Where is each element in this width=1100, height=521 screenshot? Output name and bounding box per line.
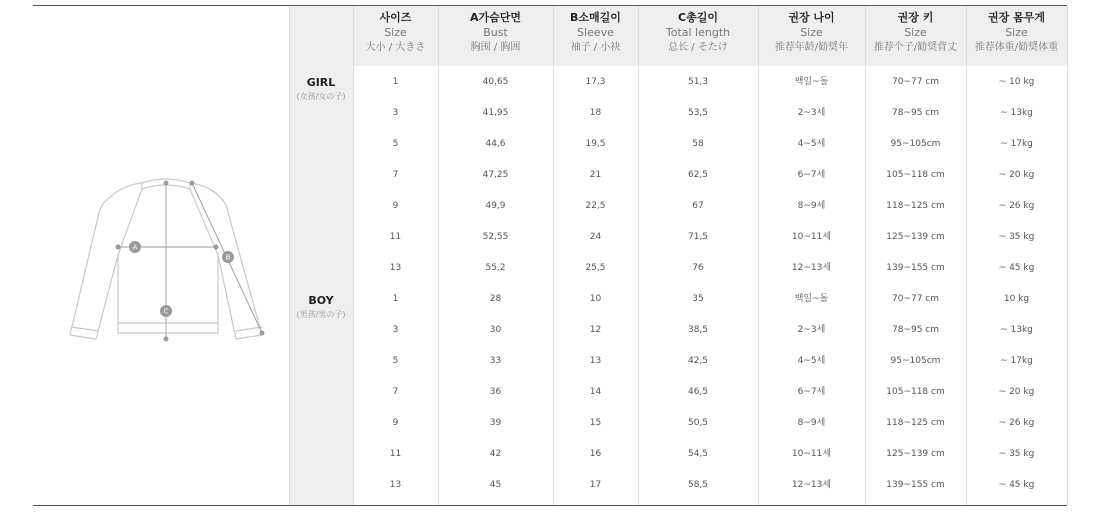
cell-sleeve: 24	[589, 232, 602, 242]
label-b: B	[225, 253, 231, 262]
header-bust: A가슴단면 Bust 胸围 / 胸囲	[469, 11, 522, 53]
cell-length: 53,5	[687, 108, 709, 118]
cell-sleeve: 17,3	[585, 77, 606, 87]
cell-age: 12~13세	[791, 480, 832, 490]
cell-bust: 45	[489, 480, 502, 490]
cell-height: 139~155 cm	[886, 480, 945, 490]
cell-length: 42,5	[687, 356, 709, 366]
cell-length: 35	[692, 294, 704, 304]
cell-bust: 52,55	[482, 232, 509, 242]
cell-age: 4~5세	[797, 139, 826, 149]
cell-height: 95~105cm	[890, 139, 941, 149]
cell-age: 10~11세	[791, 449, 832, 459]
cell-sleeve: 10	[589, 294, 602, 304]
cell-age: 8~9세	[797, 418, 826, 428]
cell-weight: ~ 26 kg	[998, 201, 1035, 211]
cell-size: 3	[392, 108, 399, 118]
cell-bust: 55,2	[485, 263, 506, 273]
cell-sleeve: 25,5	[585, 263, 606, 273]
label-a: A	[132, 243, 138, 252]
header-recommended-age: 권장 나이 Size 推荐年龄/勧奨年	[774, 11, 849, 53]
cell-weight: 10 kg	[1003, 294, 1030, 304]
cell-height: 78~95 cm	[891, 108, 940, 118]
cell-size: 9	[392, 201, 399, 211]
cell-height: 125~139 cm	[886, 232, 945, 242]
group-label-girl: GIRL (女孩/女の子)	[296, 76, 346, 101]
cell-sleeve: 22,5	[585, 201, 606, 211]
cell-length: 38,5	[687, 325, 709, 335]
cell-height: 70~77 cm	[891, 77, 940, 87]
cell-bust: 41,95	[482, 108, 509, 118]
cuff-right	[236, 327, 262, 331]
cell-height: 78~95 cm	[891, 325, 940, 335]
cell-bust: 39	[489, 418, 502, 428]
col-divider	[1067, 6, 1068, 505]
cell-weight: ~ 35 kg	[998, 449, 1035, 459]
header-recommended-weight: 권장 몸무게 Size 推荐体重/勧奨体重	[974, 11, 1059, 53]
cell-size: 5	[392, 139, 399, 149]
cell-size: 11	[389, 232, 402, 242]
cell-weight: ~ 45 kg	[998, 480, 1035, 490]
cell-bust: 44,6	[485, 139, 506, 149]
cell-height: 105~118 cm	[886, 170, 945, 180]
cuff-left	[72, 327, 98, 331]
cell-size: 13	[389, 263, 402, 273]
cell-height: 139~155 cm	[886, 263, 945, 273]
cell-size: 13	[389, 480, 402, 490]
cell-length: 71,5	[687, 232, 709, 242]
cell-length: 46,5	[687, 387, 709, 397]
cell-length: 51,3	[687, 77, 709, 87]
cell-sleeve: 14	[589, 387, 602, 397]
cell-sleeve: 15	[589, 418, 602, 428]
cell-length: 58	[692, 139, 704, 149]
cell-length: 58,5	[687, 480, 709, 490]
cell-weight: ~ 13kg	[1000, 108, 1033, 118]
bottom-rule	[33, 505, 1067, 506]
cell-height: 125~139 cm	[886, 449, 945, 459]
cell-bust: 40,65	[482, 77, 509, 87]
cell-height: 118~125 cm	[886, 201, 945, 211]
cell-height: 105~118 cm	[886, 387, 945, 397]
cell-age: 백일~돌	[794, 294, 829, 304]
cell-size: 3	[392, 325, 399, 335]
cell-age: 6~7세	[797, 387, 826, 397]
cell-age: 8~9세	[797, 201, 826, 211]
cell-size: 9	[392, 418, 399, 428]
cell-weight: ~ 20 kg	[998, 387, 1035, 397]
cell-bust: 47,25	[482, 170, 509, 180]
cell-bust: 36	[489, 387, 502, 397]
header-sleeve: B소매길이 Sleeve 袖子 / 小袂	[570, 11, 621, 53]
cell-bust: 28	[489, 294, 502, 304]
cell-age: 2~3세	[797, 108, 826, 118]
cell-length: 50,5	[687, 418, 709, 428]
cell-height: 95~105cm	[890, 356, 941, 366]
raglan-seam-right	[190, 189, 218, 255]
cell-size: 7	[392, 170, 399, 180]
cell-bust: 30	[489, 325, 502, 335]
cell-weight: ~ 20 kg	[998, 170, 1035, 180]
cell-sleeve: 19,5	[585, 139, 606, 149]
cell-weight: ~ 17kg	[1000, 356, 1033, 366]
cell-size: 1	[392, 77, 399, 87]
cell-size: 7	[392, 387, 399, 397]
cell-sleeve: 13	[589, 356, 602, 366]
cell-length: 54,5	[687, 449, 709, 459]
cell-age: 12~13세	[791, 263, 832, 273]
cell-bust: 49,9	[485, 201, 506, 211]
cell-bust: 42	[489, 449, 502, 459]
cell-age: 백일~돌	[794, 77, 829, 87]
cell-sleeve: 17	[589, 480, 602, 490]
header-size: 사이즈 Size 大小 / 大きさ	[365, 11, 426, 53]
cell-age: 6~7세	[797, 170, 826, 180]
label-c: C	[163, 307, 169, 316]
cell-weight: ~ 10 kg	[998, 77, 1035, 87]
cell-height: 118~125 cm	[886, 418, 945, 428]
cell-weight: ~ 17kg	[1000, 139, 1033, 149]
cell-length: 76	[692, 263, 704, 273]
cell-age: 10~11세	[791, 232, 832, 242]
cell-sleeve: 21	[589, 170, 602, 180]
cell-size: 11	[389, 449, 402, 459]
cell-weight: ~ 26 kg	[998, 418, 1035, 428]
cell-height: 70~77 cm	[891, 294, 940, 304]
garment-diagram	[60, 165, 280, 355]
cell-weight: ~ 45 kg	[998, 263, 1035, 273]
cell-age: 2~3세	[797, 325, 826, 335]
header-total-length: C총길이 Total length 总长 / そたけ	[665, 11, 731, 53]
cell-weight: ~ 13kg	[1000, 325, 1033, 335]
cell-length: 67	[692, 201, 704, 211]
cell-age: 4~5세	[797, 356, 826, 366]
cell-size: 5	[392, 356, 399, 366]
header-recommended-height: 권장 키 Size 推荐个子/勧奨背丈	[873, 11, 958, 53]
cell-length: 62,5	[687, 170, 709, 180]
cell-sleeve: 16	[589, 449, 602, 459]
group-label-boy: BOY (男孩/男の子)	[296, 294, 346, 319]
cell-weight: ~ 35 kg	[998, 232, 1035, 242]
cell-sleeve: 12	[589, 325, 602, 335]
cell-size: 1	[392, 294, 399, 304]
cell-sleeve: 18	[589, 108, 602, 118]
cell-bust: 33	[489, 356, 502, 366]
